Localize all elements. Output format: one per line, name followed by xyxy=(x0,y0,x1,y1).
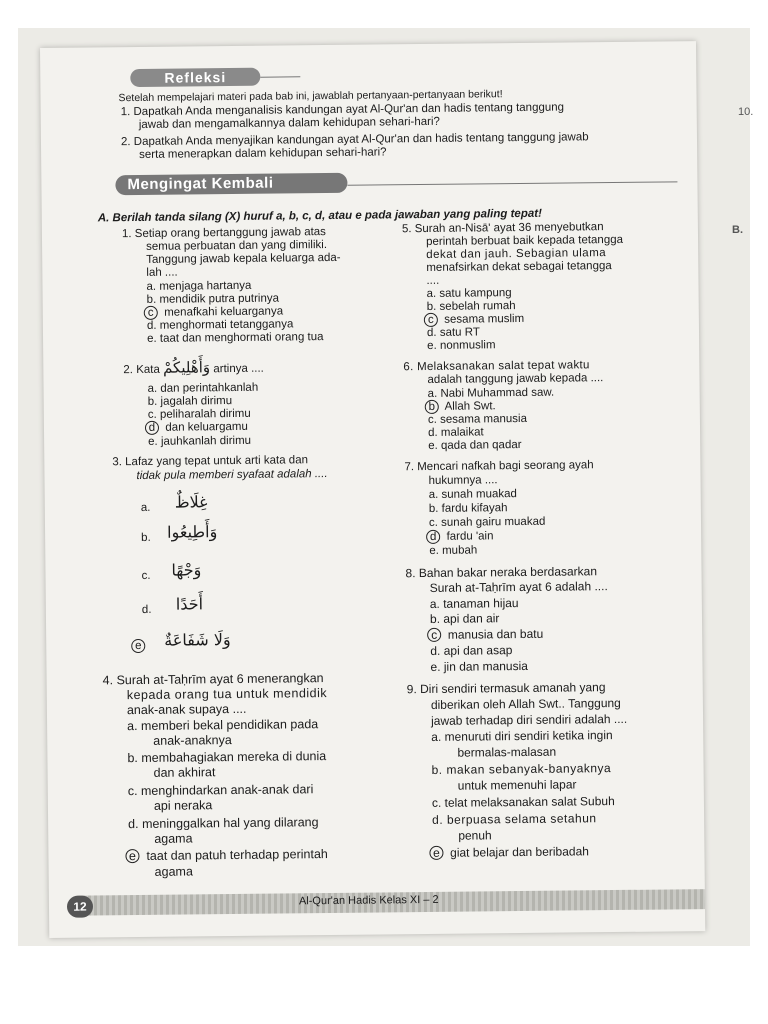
q6-option-a: a. Nabi Muhammad saw. xyxy=(427,386,555,400)
q6-line: 6. Melaksanakan salat tepat waktu xyxy=(403,359,590,374)
q5-line: .... xyxy=(426,274,440,287)
q4-line: 4. Surah at-Taḥrīm ayat 6 menerangkan xyxy=(102,671,324,688)
q2-arabic-word: وَأَهْلِيكُمْ xyxy=(162,358,211,377)
q9-option-d: d. berpuasa selama setahun xyxy=(432,811,597,827)
margin-number: 10. xyxy=(738,106,754,118)
q4-option-c: c. menghindarkan anak-anak dari xyxy=(127,782,314,799)
q2-option-b: b. jagalah dirimu xyxy=(147,395,233,408)
page-number: 12 xyxy=(67,895,93,917)
q7-option-c: c. sunah gairu muakad xyxy=(428,515,546,529)
q4-option-e-cont: agama xyxy=(154,864,193,879)
q3-option-a-arabic: غِلَاظٌ xyxy=(174,492,208,512)
answer-circle: e xyxy=(131,639,145,653)
q5-option-e: e. nonmuslim xyxy=(427,339,496,352)
reflection-header: Refleksi xyxy=(130,68,260,87)
q3-option-c-letter: c. xyxy=(141,569,151,582)
q9-option-a-cont: bermalas-malasan xyxy=(457,744,557,760)
q1-line: lah .... xyxy=(146,266,178,279)
page-footer-band xyxy=(79,889,705,916)
q9-option-b-cont: untuk memenuhi lapar xyxy=(457,777,577,793)
q5-line: menafsirkan dekat sebagai tetangga xyxy=(426,260,612,274)
q4-option-d: d. meninggalkan hal yang dilarang xyxy=(128,815,319,832)
answer-circle: c xyxy=(144,306,158,320)
q2-prompt: 2. Kata وَأَهْلِيكُمْ artinya .... xyxy=(123,358,264,377)
q1-option-b: b. mendidik putra putrinya xyxy=(146,292,280,306)
q3-option-a-letter: a. xyxy=(140,501,151,514)
review-header: Mengingat Kembali xyxy=(115,173,347,195)
q8-line: Surah at-Taḥrīm ayat 6 adalah .... xyxy=(429,579,608,595)
q8-option-c: c manusia dan batu xyxy=(430,627,543,642)
q3-option-e-letter xyxy=(134,639,145,653)
q5-line: dekat dan jauh. Sebagian ulama xyxy=(426,247,607,261)
answer-circle: d xyxy=(145,421,159,435)
q9-line: diberikan oleh Allah Swt.. Tanggung xyxy=(430,695,621,712)
q4-option-c-cont: api neraka xyxy=(153,798,213,813)
review-header-rule xyxy=(347,181,677,185)
q7-option-b: b. fardu kifayah xyxy=(428,502,508,515)
q9-option-c: c. telat melaksanakan salat Subuh xyxy=(431,794,615,810)
answer-circle: c xyxy=(427,628,441,642)
q3-option-e-arabic: وَلَا شَفَاعَةٌ xyxy=(164,630,231,650)
q3-option-c-arabic: وَجْهًا xyxy=(171,560,202,580)
q7-option-a: a. sunah muakad xyxy=(428,488,517,501)
q4-option-a: a. memberi bekal pendidikan pada xyxy=(127,717,319,734)
q5-option-a: a. satu kampung xyxy=(426,287,512,300)
q2-option-e: e. jauhkanlah dirimu xyxy=(148,434,252,448)
q4-option-d-cont: agama xyxy=(154,831,193,846)
q2-option-d: d dan keluargamu xyxy=(148,420,248,435)
q4-line: anak-anak supaya .... xyxy=(126,701,247,718)
q8-option-d: d. api dan asap xyxy=(430,643,513,658)
q6-option-d: d. malaikat xyxy=(427,426,484,439)
q7-line: hukumnya .... xyxy=(428,474,498,487)
reflection-q1-line1: 1. Dapatkah Anda menganalisis kandungan ayat Al-Qur'an dan hadis tentang tanggung xyxy=(120,101,565,119)
q6-option-b: b Allah Swt. xyxy=(428,399,496,414)
q5-line: perintah berbuat baik kepada tetangga xyxy=(425,233,624,248)
answer-circle: b xyxy=(425,400,439,414)
q1-option-c: c menafkahi keluarganya xyxy=(147,304,283,319)
answer-circle: e xyxy=(429,846,443,860)
q9-line: jawab terhadap diri sendiri adalah .... xyxy=(430,711,628,728)
q7-option-e: e. mubah xyxy=(429,544,478,557)
q5-line: 5. Surah an-Nisā' ayat 36 menyebutkan xyxy=(401,221,604,236)
q3-option-b-letter: b. xyxy=(141,531,151,544)
q1-option-e: e. taat dan menghormati orang tua xyxy=(146,331,324,345)
q3-line: tidak pula memberi syafaat adalah .... xyxy=(136,468,328,483)
q3-option-b-arabic: وَأَطِيعُوا xyxy=(166,522,218,542)
q1-option-d: d. menghormati tetangganya xyxy=(146,318,294,332)
q5-option-b: b. sebelah rumah xyxy=(426,300,516,313)
q8-option-e: e. jin dan manusia xyxy=(430,658,528,674)
q9-option-d-cont: penuh xyxy=(458,828,492,843)
reflection-q1-line2: jawab dan mengamalkannya dalam kehidupan sehari-hari? xyxy=(138,115,440,131)
footer-book-title: Al-Qur'an Hadis Kelas XI – 2 xyxy=(298,893,439,908)
q4-option-b-cont: dan akhirat xyxy=(153,765,216,780)
q7-line: 7. Mencari nafkah bagi seorang ayah xyxy=(404,459,594,474)
q1-line: semua perbuatan dan yang dimiliki. xyxy=(146,239,328,253)
margin-letter: B. xyxy=(732,224,743,236)
q6-option-e: e. qada dan qadar xyxy=(428,438,522,452)
q4-option-b: b. membahagiakan mereka di dunia xyxy=(127,749,327,766)
q8-option-b: b. api dan air xyxy=(429,611,500,626)
q9-option-b: b. makan sebanyak-banyaknya xyxy=(431,761,612,777)
q2-option-c: c. peliharalah dirimu xyxy=(147,407,251,421)
q9-option-a: a. menuruti diri sendiri ketika ingin xyxy=(431,728,613,744)
q3-option-d-arabic: أَحَدًا xyxy=(175,594,204,614)
answer-circle: e xyxy=(125,849,139,863)
q8-line: 8. Bahan bakar neraka berdasarkan xyxy=(405,564,598,581)
reflection-q2-line1: 2. Dapatkah Anda menyajikan kandungan ayat Al-Qur'an dan hadis tentang tanggung jawab xyxy=(120,131,589,149)
q5-option-d: d. satu RT xyxy=(426,326,480,339)
q4-line: kepada orang tua untuk mendidik xyxy=(126,686,328,703)
q7-option-d: d fardu 'ain xyxy=(429,529,493,544)
q3-line: 3. Lafaz yang tepat untuk arti kata dan xyxy=(112,454,309,469)
q2-option-a: a. dan perintahkanlah xyxy=(147,381,259,395)
textbook-page xyxy=(40,41,705,938)
reflection-q2-line2: serta menerapkan dalam kehidupan sehari-hari? xyxy=(139,146,387,161)
q3-option-d-letter: d. xyxy=(141,603,152,616)
q4-option-a-cont: anak-anaknya xyxy=(153,733,232,748)
q9-option-e: e giat belajar dan beribadah xyxy=(432,844,589,860)
q5-option-c: c sesama muslim xyxy=(427,312,524,327)
q6-line: adalah tanggung jawab kepada .... xyxy=(427,372,604,386)
q6-option-c: c. sesama manusia xyxy=(427,412,528,426)
answer-circle: c xyxy=(424,313,438,327)
q9-line: 9. Diri sendiri termasuk amanah yang xyxy=(406,680,606,697)
review-instruction: A. Berilah tanda silang (X) huruf a, b, c, d, atau e pada jawaban yang paling tepat! xyxy=(97,207,542,225)
answer-circle: d xyxy=(426,530,440,544)
header-rule xyxy=(260,76,300,77)
q4-option-e: e taat dan patuh terhadap perintah xyxy=(128,847,327,863)
q1-option-a: a. menjaga hartanya xyxy=(146,279,252,293)
q8-option-a: a. tanaman hijau xyxy=(429,596,519,611)
reflection-intro: Setelah mempelajari materi pada bab ini, jawablah pertanyaan-pertanyaan berikut! xyxy=(118,88,503,105)
q1-line: Tanggung jawab kepala keluarga ada- xyxy=(146,251,341,266)
q1-line: 1. Setiap orang bertanggung jawab atas xyxy=(121,226,326,241)
